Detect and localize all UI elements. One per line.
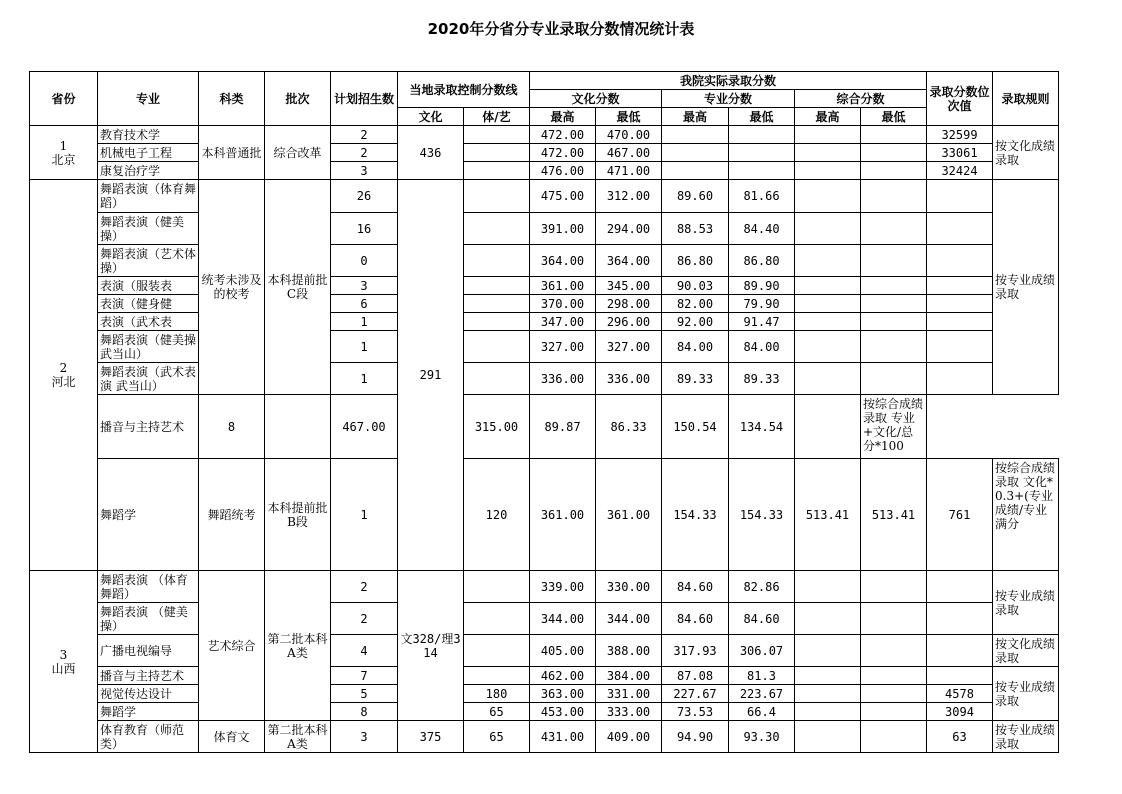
culture-high-cell: 467.00 (331, 395, 398, 459)
rule-cell: 按文化成绩录取 (993, 635, 1059, 667)
major-low-cell: 89.90 (729, 277, 795, 295)
culture-high-cell: 431.00 (530, 721, 596, 753)
major-low-cell: 86.80 (729, 245, 795, 277)
batch-cell: 综合改革 (265, 126, 331, 180)
batch-cell: 第二批本科A类 (265, 721, 331, 753)
major-high-cell: 227.67 (662, 685, 729, 703)
header-major: 专业 (98, 72, 199, 126)
major-low-cell: 82.86 (729, 571, 795, 603)
plan-cell: 1 (331, 363, 398, 395)
plan-cell: 2 (331, 571, 398, 603)
header-major-lowest: 最低 (729, 108, 795, 126)
plan-cell: 16 (331, 213, 398, 245)
major-high-cell: 73.53 (662, 703, 729, 721)
culture-low-cell: 471.00 (596, 162, 662, 180)
culture-low-cell: 344.00 (596, 603, 662, 635)
header-culture: 文化 (398, 108, 464, 126)
major-high-cell: 84.60 (662, 571, 729, 603)
culture-low-cell: 327.00 (596, 331, 662, 363)
culture-low-cell: 315.00 (464, 395, 530, 459)
major-high-cell: 89.60 (662, 180, 729, 213)
major-high-cell: 86.80 (662, 245, 729, 277)
plan-cell: 1 (331, 331, 398, 363)
control-culture-cell: 436 (398, 126, 464, 180)
category-cell: 本科普通批 (199, 126, 265, 180)
plan-cell: 3 (331, 721, 398, 753)
culture-low-cell: 364.00 (596, 245, 662, 277)
plan-cell: 2 (331, 126, 398, 144)
batch-cell: 本科提前批C段 (265, 180, 331, 395)
major-cell: 表演（服装表 (98, 277, 199, 295)
header-sport-art: 体/艺 (464, 108, 530, 126)
rule-cell: 按综合成绩录取 文化*0.3+(专业成绩/专业满分 (993, 459, 1059, 571)
header-control-line: 当地录取控制分数线 (398, 72, 530, 108)
header-rule: 录取规则 (993, 72, 1059, 126)
major-high-cell: 90.03 (662, 277, 729, 295)
rule-cell: 按专业成绩录取 (993, 667, 1059, 721)
culture-low-cell: 331.00 (596, 685, 662, 703)
culture-low-cell: 345.00 (596, 277, 662, 295)
major-low-cell: 93.30 (729, 721, 795, 753)
major-high-cell: 84.60 (662, 603, 729, 635)
control-culture-cell: 375 (398, 721, 464, 753)
major-low-cell: 66.4 (729, 703, 795, 721)
major-cell: 舞蹈表演（健美操 武当山） (98, 331, 199, 363)
major-cell: 表演（健身健 (98, 295, 199, 313)
rule-cell: 按综合成绩录取 专业+文化/总分*100 (861, 395, 927, 459)
major-high-cell: 82.00 (662, 295, 729, 313)
major-low-cell: 86.33 (596, 395, 662, 459)
plan-cell: 7 (331, 667, 398, 685)
major-low-cell: 89.33 (729, 363, 795, 395)
culture-low-cell: 333.00 (596, 703, 662, 721)
culture-high-cell: 472.00 (530, 126, 596, 144)
rank-cell: 63 (927, 721, 993, 753)
culture-high-cell: 347.00 (530, 313, 596, 331)
header-province: 省份 (30, 72, 98, 126)
header-culture-lowest: 最低 (596, 108, 662, 126)
control-art-cell: 120 (464, 459, 530, 571)
composite-low-cell: 134.54 (729, 395, 795, 459)
rank-cell: 32599 (927, 126, 993, 144)
major-cell: 康复治疗学 (98, 162, 199, 180)
major-high-cell: 87.08 (662, 667, 729, 685)
major-high-cell: 317.93 (662, 635, 729, 667)
culture-high-cell: 361.00 (530, 459, 596, 571)
plan-cell: 8 (331, 703, 398, 721)
header-composite-score: 综合分数 (795, 90, 927, 108)
culture-high-cell: 453.00 (530, 703, 596, 721)
plan-cell: 3 (331, 162, 398, 180)
rank-cell: 32424 (927, 162, 993, 180)
culture-high-cell: 476.00 (530, 162, 596, 180)
category-cell: 舞蹈统考 (199, 459, 265, 571)
rule-cell: 按专业成绩录取 (993, 571, 1059, 635)
major-low-cell: 81.66 (729, 180, 795, 213)
major-cell: 舞蹈表演（体育舞蹈） (98, 180, 199, 213)
major-low-cell: 306.07 (729, 635, 795, 667)
header-culture-score: 文化分数 (530, 90, 662, 108)
province-hebei: 2 河北 (30, 180, 98, 571)
culture-high-cell: 391.00 (530, 213, 596, 245)
major-cell: 播音与主持艺术 (98, 395, 199, 459)
rank-cell: 4578 (927, 685, 993, 703)
composite-low-cell: 513.41 (861, 459, 927, 571)
major-low-cell: 84.40 (729, 213, 795, 245)
control-art-cell: 180 (464, 685, 530, 703)
header-batch: 批次 (265, 72, 331, 126)
major-low-cell: 81.3 (729, 667, 795, 685)
header-major-highest: 最高 (662, 108, 729, 126)
plan-cell: 5 (331, 685, 398, 703)
culture-high-cell: 364.00 (530, 245, 596, 277)
major-cell: 播音与主持艺术 (98, 667, 199, 685)
culture-high-cell: 344.00 (530, 603, 596, 635)
major-cell: 舞蹈学 (98, 459, 199, 571)
culture-low-cell: 312.00 (596, 180, 662, 213)
major-high-cell: 94.90 (662, 721, 729, 753)
culture-high-cell: 336.00 (530, 363, 596, 395)
major-cell: 舞蹈学 (98, 703, 199, 721)
culture-high-cell: 339.00 (530, 571, 596, 603)
culture-low-cell: 296.00 (596, 313, 662, 331)
page-title: 2020年分省分专业录取分数情况统计表 (427, 20, 695, 38)
culture-high-cell: 472.00 (530, 144, 596, 162)
composite-high-cell: 150.54 (662, 395, 729, 459)
header-actual-score: 我院实际录取分数 (530, 72, 927, 90)
category-cell: 体育文 (199, 721, 265, 753)
batch-cell: 本科提前批B段 (265, 459, 331, 571)
composite-high-cell: 513.41 (795, 459, 861, 571)
rank-cell: 33061 (927, 144, 993, 162)
culture-high-cell: 370.00 (530, 295, 596, 313)
major-cell: 舞蹈表演（艺术体操） (98, 245, 199, 277)
culture-low-cell: 409.00 (596, 721, 662, 753)
culture-low-cell: 470.00 (596, 126, 662, 144)
major-high-cell: 154.33 (662, 459, 729, 571)
major-low-cell: 79.90 (729, 295, 795, 313)
culture-low-cell: 336.00 (596, 363, 662, 395)
major-cell: 表演（武术表 (98, 313, 199, 331)
plan-cell: 2 (331, 603, 398, 635)
plan-cell: 6 (331, 295, 398, 313)
culture-high-cell: 475.00 (530, 180, 596, 213)
plan-cell: 3 (331, 277, 398, 295)
header-rank: 录取分数位次值 (927, 72, 993, 126)
major-cell: 舞蹈表演（武术表演 武当山） (98, 363, 199, 395)
major-cell: 广播电视编导 (98, 635, 199, 667)
category-cell: 统考未涉及的校考 (199, 180, 265, 395)
culture-low-cell: 298.00 (596, 295, 662, 313)
control-culture-cell: 291 (398, 180, 464, 571)
control-art-cell: 65 (464, 721, 530, 753)
rank-cell: 3094 (927, 703, 993, 721)
major-high-cell: 89.33 (662, 363, 729, 395)
culture-low-cell: 388.00 (596, 635, 662, 667)
culture-low-cell: 361.00 (596, 459, 662, 571)
culture-high-cell: 363.00 (530, 685, 596, 703)
culture-high-cell: 327.00 (530, 331, 596, 363)
major-high-cell: 92.00 (662, 313, 729, 331)
province-shanxi: 3 山西 (30, 571, 98, 753)
rank-cell: 761 (927, 459, 993, 571)
major-low-cell: 154.33 (729, 459, 795, 571)
control-art-cell: 65 (464, 703, 530, 721)
major-high-cell: 84.00 (662, 331, 729, 363)
header-category: 科类 (199, 72, 265, 126)
culture-low-cell: 294.00 (596, 213, 662, 245)
batch-cell: 第二批本科A类 (265, 571, 331, 721)
major-low-cell: 84.60 (729, 603, 795, 635)
rule-cell: 按专业成绩录取 (993, 180, 1059, 395)
culture-high-cell: 361.00 (530, 277, 596, 295)
control-culture-cell: 文328/理314 (398, 571, 464, 721)
rule-cell: 按专业成绩录取 (993, 721, 1059, 753)
category-cell: 艺术综合 (199, 571, 265, 721)
major-cell: 体育教育（师范类） (98, 721, 199, 753)
culture-high-cell: 462.00 (530, 667, 596, 685)
culture-low-cell: 330.00 (596, 571, 662, 603)
major-low-cell: 91.47 (729, 313, 795, 331)
major-cell: 视觉传达设计 (98, 685, 199, 703)
plan-cell: 4 (331, 635, 398, 667)
major-low-cell: 84.00 (729, 331, 795, 363)
major-cell: 机械电子工程 (98, 144, 199, 162)
header-major-score: 专业分数 (662, 90, 795, 108)
culture-high-cell: 405.00 (530, 635, 596, 667)
header-composite-highest: 最高 (795, 108, 861, 126)
culture-low-cell: 467.00 (596, 144, 662, 162)
plan-cell: 1 (331, 459, 398, 571)
major-cell: 舞蹈表演 （体育舞蹈） (98, 571, 199, 603)
major-low-cell: 223.67 (729, 685, 795, 703)
header-composite-lowest: 最低 (861, 108, 927, 126)
major-high-cell: 89.87 (530, 395, 596, 459)
plan-cell: 1 (331, 313, 398, 331)
rule-cell: 按文化成绩录取 (993, 126, 1059, 180)
plan-cell: 0 (331, 245, 398, 277)
major-cell: 教育技术学 (98, 126, 199, 144)
culture-low-cell: 384.00 (596, 667, 662, 685)
major-high-cell: 88.53 (662, 213, 729, 245)
plan-cell: 2 (331, 144, 398, 162)
major-cell: 舞蹈表演 （健美操） (98, 603, 199, 635)
header-plan: 计划招生数 (331, 72, 398, 126)
admission-score-table (29, 71, 1059, 753)
province-beijing: 1 北京 (30, 126, 98, 180)
plan-cell: 8 (199, 395, 265, 459)
header-culture-highest: 最高 (530, 108, 596, 126)
plan-cell: 26 (331, 180, 398, 213)
major-cell: 舞蹈表演（健美操） (98, 213, 199, 245)
